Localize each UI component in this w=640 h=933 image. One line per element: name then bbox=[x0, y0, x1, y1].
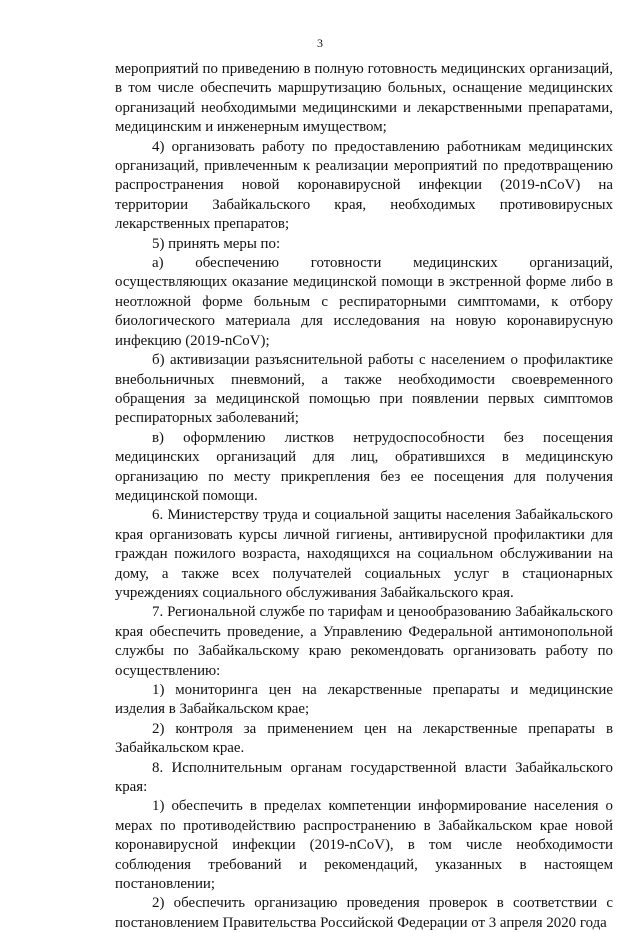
paragraph-item-5v: в) оформлению листков нетрудоспособности без посещения медицинских организаций для лиц, обратившихся в медицинскую организацию по месту прикрепления без ее посещения для получения медицинской помощи. bbox=[115, 429, 613, 504]
paragraph-section-8-item-1: 1) обеспечить в пределах компетенции информирование населения о мерах по противодействию распространению в Забайкальском крае новой коронавирусной инфекции (2019-nCoV), в том числе необходимости соблюдения требований и рекомендаций, указанных в настоящем постановлении; bbox=[115, 798, 613, 893]
paragraph-section-7: 7. Региональной службе по тарифам и ценообразованию Забайкальского края обеспечить проведение, а Управлению Федеральной антимонопольной службы по Забайкальскому краю рекомендовать организовать работу по осуществлению: bbox=[115, 604, 613, 679]
paragraph-section-6: 6. Министерству труда и социальной защиты населения Забайкальского края организовать курсы личной гигиены, антивирусной профилактики для граждан пожилого возраста, находящихся на социальном обслуживании на дому, а также всех получателей социальных услуг в стационарных учреждениях социального обслуживания Забайкальского края. bbox=[115, 507, 613, 601]
paragraph-section-7-item-2: 2) контроля за применением цен на лекарственные препараты в Забайкальском крае. bbox=[115, 720, 613, 757]
paragraph-item-5a: а) обеспечению готовности медицинских организаций, осуществляющих оказание медицинской помощи в экстренной форме либо в неотложной форме больным с респираторными симптомами, к отбору биологического материала для исследования на новую коронавирусную инфекцию (2019-nCoV); bbox=[115, 255, 613, 349]
paragraph-continuation: мероприятий по приведению в полную готовность медицинских организаций, в том числе обеспечить маршрутизацию больных, оснащение медицинских организаций необходимыми медицинскими и лекарственными препаратами, медицинским и инженерным имуществом; bbox=[115, 61, 613, 136]
paragraph-section-8-item-2: 2) обеспечить организацию проведения проверок в соответствии с постановлением Правительства Российской Федерации от 3 апреля 2020 года bbox=[115, 895, 613, 931]
paragraph-section-7-item-1: 1) мониторинга цен на лекарственные препараты и медицинские изделия в Забайкальском крае; bbox=[115, 682, 613, 718]
paragraph-section-8: 8. Исполнительным органам государственной власти Забайкальского края: bbox=[115, 759, 613, 796]
page-number: 3 bbox=[317, 36, 323, 50]
paragraph-item-5: 5) принять меры по: bbox=[152, 235, 281, 252]
paragraph-item-5b: б) активизации разъяснительной работы с населением о профилактике внебольничных пневмоний, а также необходимости своевременного обращения за медицинской помощью при появлении первых симптомов респираторных заболеваний; bbox=[115, 352, 613, 427]
paragraph-item-4: 4) организовать работу по предоставлению работникам медицинских организаций, привлеченным к реализации мероприятий по предотвращению распространения новой коронавирусной инфекции (2019-nCoV) на территории Забайкальского края, необходимых противовирусных лекарственных препаратов; bbox=[115, 138, 613, 233]
document-body bbox=[115, 60, 613, 933]
